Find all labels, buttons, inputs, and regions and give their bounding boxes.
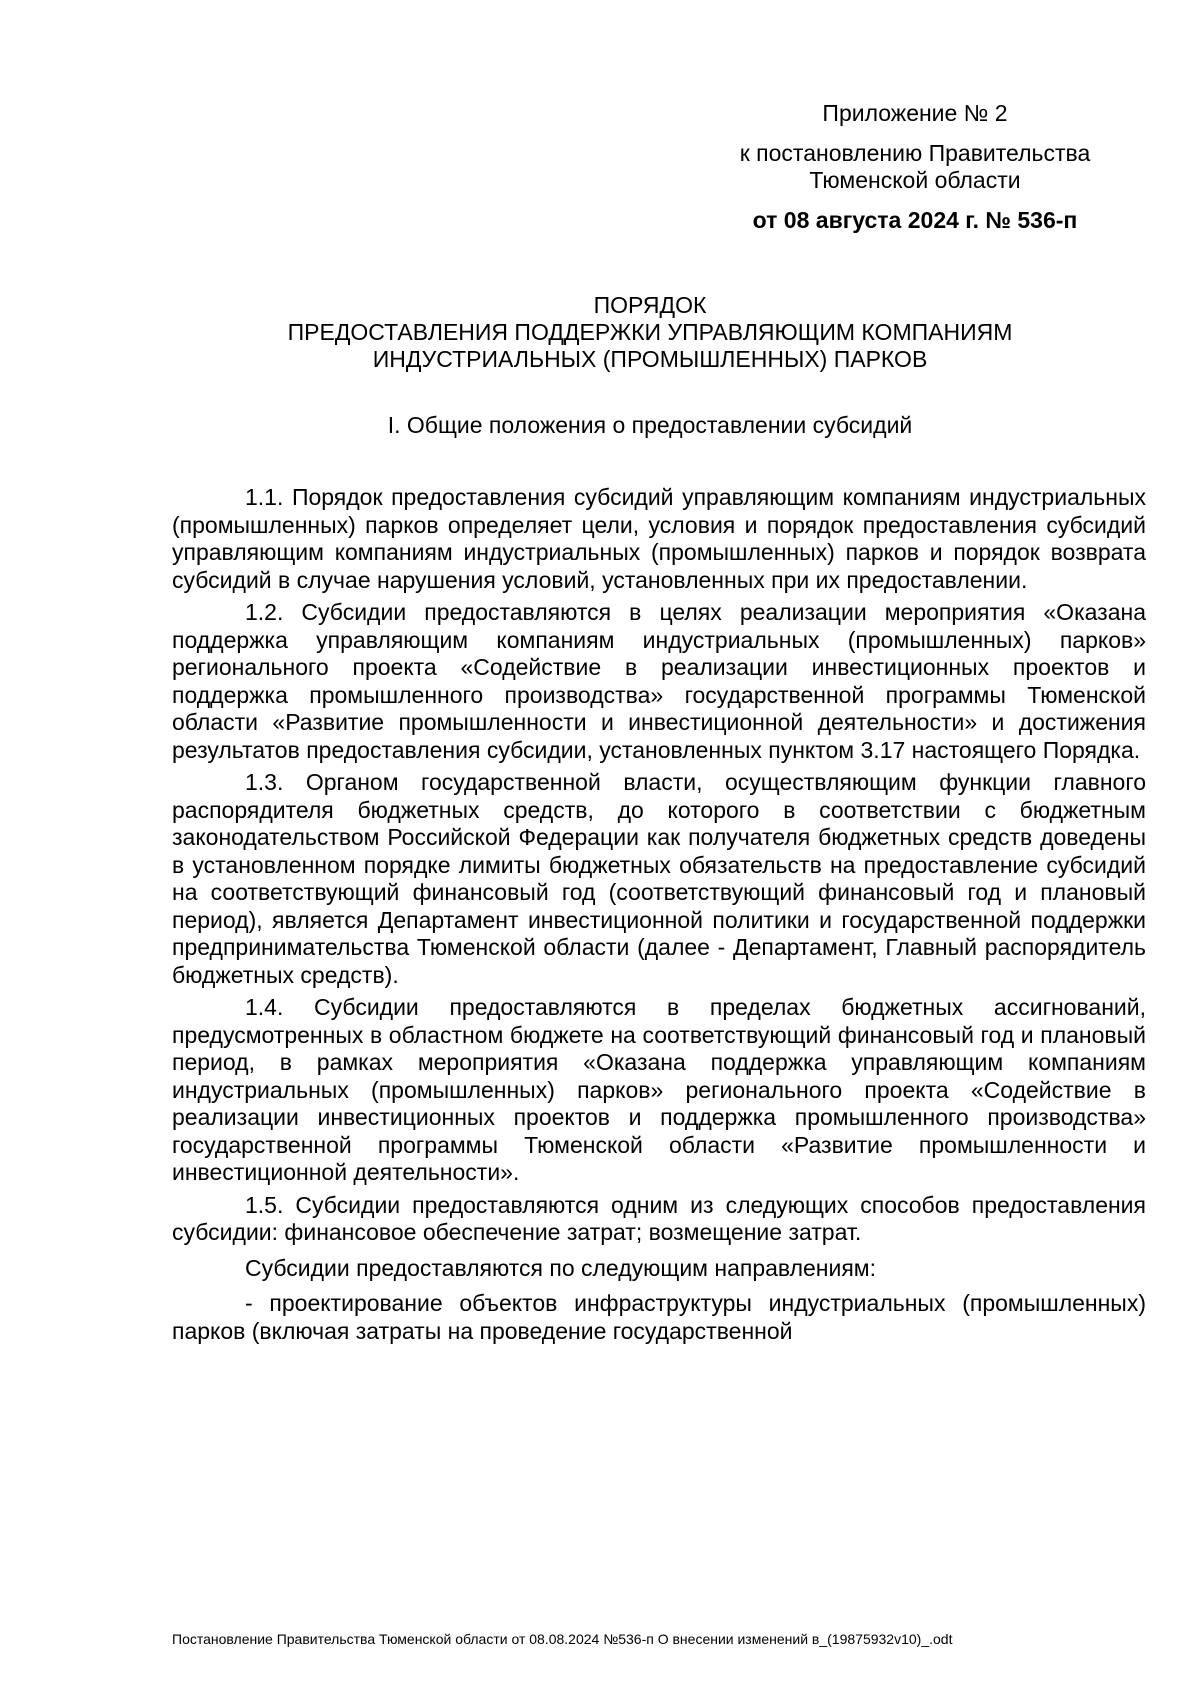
paragraph-1-4: 1.4. Субсидии предоставляются в пределах бюджетных ассигнований, предусмотренных в областном бюджете на соответствующий финансовый год и плановый период, в рамках мероприятия «Оказана поддержка управляющим компаниям индустриальных (промышленных) парков» регионального проекта «Содействие в реализации инвестиционных проектов и поддержка промышленного производства» государственной программы Тюменской области «Развитие промышленности и инвестиционной деятельности». (172, 994, 1146, 1185)
annex-reference-line1: к постановлению Правительства (739, 140, 1091, 166)
annex-header (700, 100, 1130, 234)
title-line-1: ПОРЯДОК (593, 292, 707, 318)
annex-number: Приложение № 2 (822, 100, 1008, 126)
document-title (170, 292, 1130, 373)
title-line-2: ПРЕДОСТАВЛЕНИЯ ПОДДЕРЖКИ УПРАВЛЯЮЩИМ КОМПАНИЯМ (287, 319, 1013, 345)
document-footer: Постановление Правительства Тюменской области от 08.08.2024 №536-п О внесении изменений в_(19875932v10)_.odt (172, 1631, 953, 1647)
decree-date-number: от 08 августа 2024 г. № 536-п (752, 207, 1078, 233)
annex-reference-line2: Тюменской области (809, 167, 1021, 193)
paragraph-1-1: 1.1. Порядок предоставления субсидий управляющим компаниям индустриальных (промышленных) парков определяет цели, условия и порядок предоставления субсидий управляющим компаниям индустриальных (промышленных) парков и порядок возврата субсидий в случае нарушения условий, установленных при их предоставлении. (172, 484, 1146, 593)
direction-item-1: - проектирование объектов инфраструктуры индустриальных (промышленных) парков (включая затраты на проведение государственной (172, 1290, 1146, 1344)
paragraph-1-3: 1.3. Органом государственной власти, осуществляющим функции главного распорядителя бюджетных средств, до которого в соответствии с бюджетным законодательством Российской Федерации как получателя бюджетных средств доведены в установленном порядке лимиты бюджетных обязательств на предоставление субсидий на соответствующий финансовый год (соответствующий финансовый год и плановый период), является Департамент инвестиционной политики и государственной поддержки предпринимательства Тюменской области (далее - Департамент, Главный распорядитель бюджетных средств). (172, 769, 1146, 988)
title-line-3: ИНДУСТРИАЛЬНЫХ (ПРОМЫШЛЕННЫХ) ПАРКОВ (372, 346, 928, 372)
paragraph-1-5: 1.5. Субсидии предоставляются одним из следующих способов предоставления субсидии: финансовое обеспечение затрат; возмещение затрат. (172, 1191, 1146, 1245)
document-body (172, 484, 1146, 1350)
annex-reference (700, 140, 1130, 194)
paragraph-1-2: 1.2. Субсидии предоставляются в целях реализации мероприятия «Оказана поддержка управляющим компаниям индустриальных (промышленных) парков» регионального проекта «Содействие в реализации инвестиционных проектов и поддержка промышленного производства» государственной программы Тюменской области «Развитие промышленности и инвестиционной деятельности» и достижения результатов предоставления субсидии, установленных пунктом 3.17 настоящего Порядка. (172, 599, 1146, 763)
section-heading: I. Общие положения о предоставлении субсидий (387, 412, 913, 438)
directions-intro: Субсидии предоставляются по следующим направлениям: (245, 1254, 877, 1281)
